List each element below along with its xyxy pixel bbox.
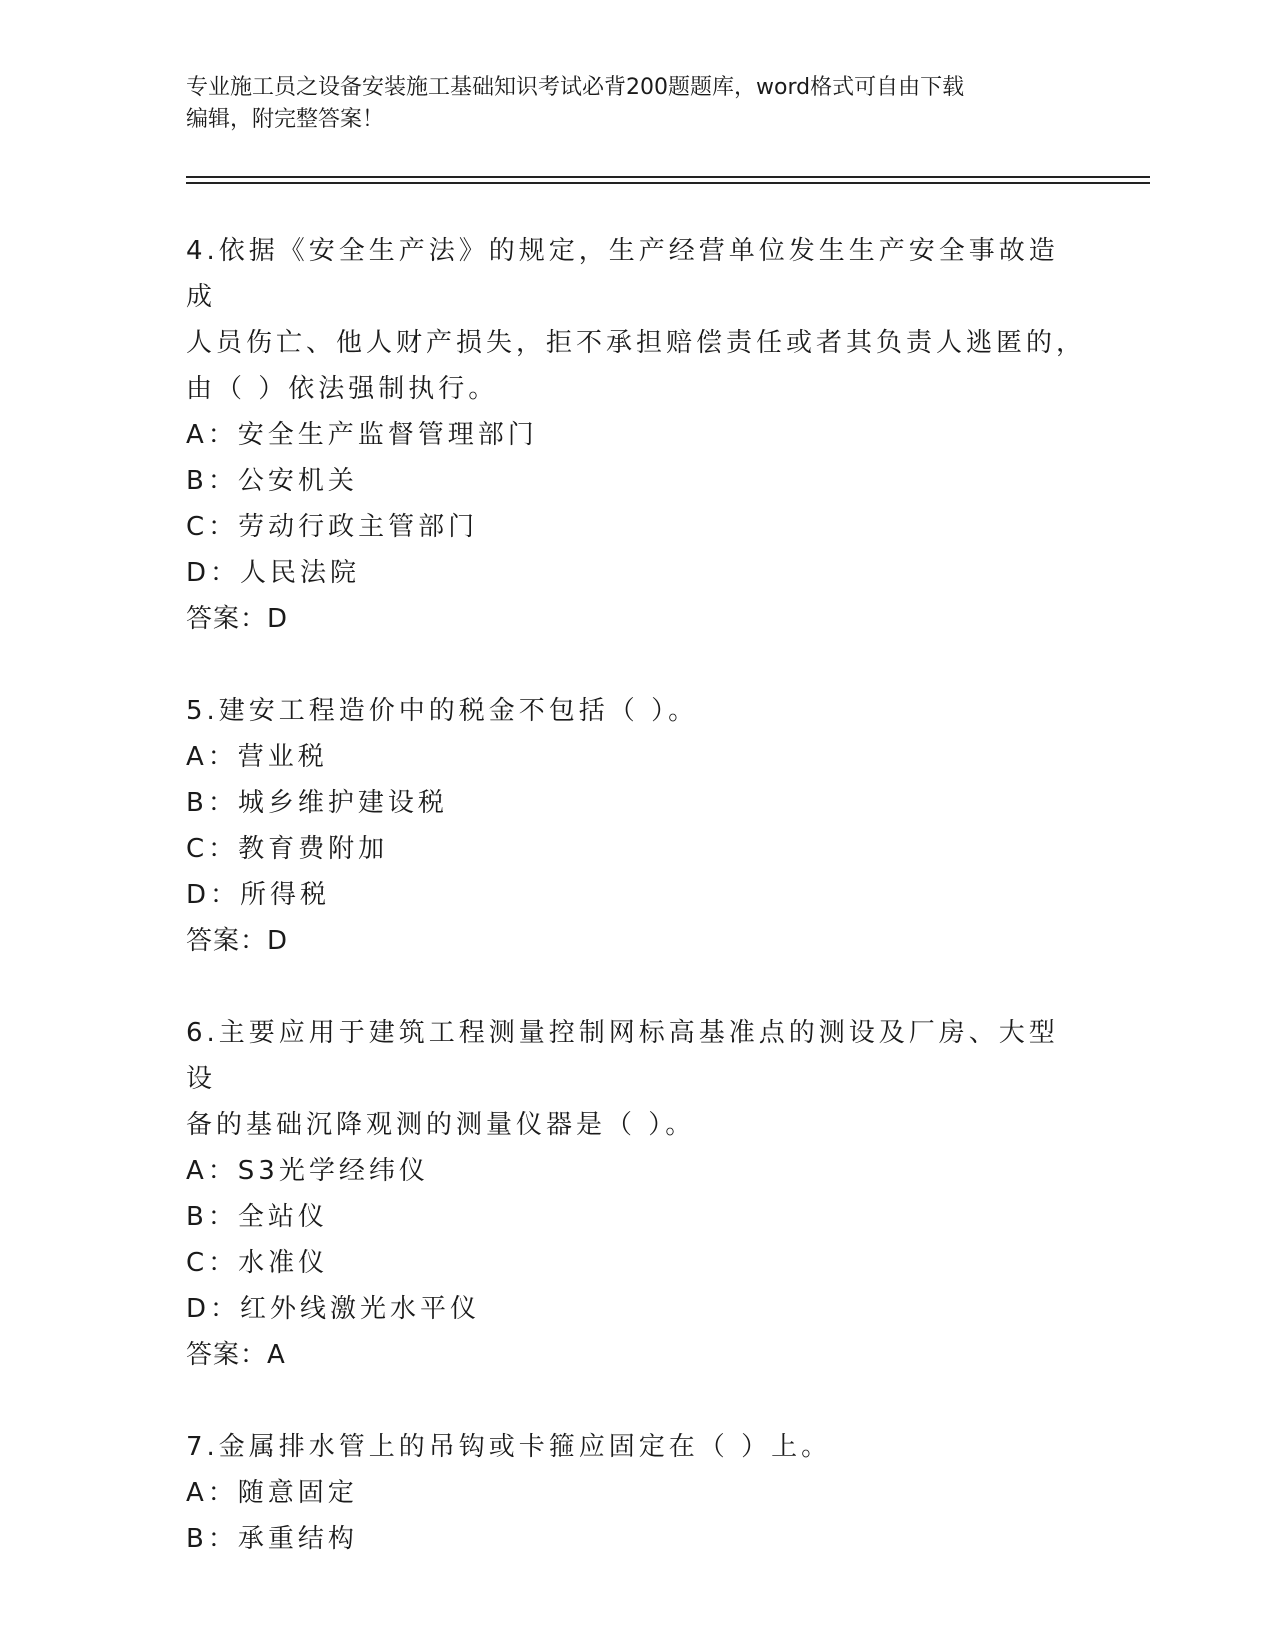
option-b: B：城乡维护建设税 — [186, 788, 448, 818]
question-text-line: 人员伤亡、他人财产损失，拒不承担赔偿责任或者其负责人逃匿的， — [186, 328, 1087, 358]
answer: 答案：D — [186, 604, 289, 634]
header-divider-top — [186, 176, 1150, 178]
question-list — [186, 228, 1086, 1608]
question-5 — [186, 688, 1086, 964]
option-a: A：随意固定 — [186, 1478, 358, 1508]
question-text-line: 备的基础沉降观测的测量仪器是（ ）。 — [186, 1110, 696, 1140]
answer: 答案：A — [186, 1340, 286, 1370]
question-text-line: 7.金属排水管上的吊钩或卡箍应固定在（ ）上。 — [186, 1432, 832, 1462]
document-header — [186, 72, 1086, 136]
question-text-line: 6.主要应用于建筑工程测量控制网标高基准点的测设及厂房、大型设 — [186, 1018, 1059, 1094]
option-d: D：人民法院 — [186, 558, 361, 588]
question-7 — [186, 1424, 1086, 1562]
option-b: B：全站仪 — [186, 1202, 328, 1232]
question-text-line: 由（ ）依法强制执行。 — [186, 374, 499, 404]
header-line-1: 专业施工员之设备安装施工基础知识考试必背200题题库，word格式可自由下载 — [186, 75, 965, 100]
option-d: D：所得税 — [186, 880, 331, 910]
option-c: C：劳动行政主管部门 — [186, 512, 479, 542]
question-6 — [186, 1010, 1086, 1378]
question-4 — [186, 228, 1086, 642]
option-b: B：承重结构 — [186, 1524, 358, 1554]
header-divider-bottom — [186, 182, 1150, 184]
answer: 答案：D — [186, 926, 289, 956]
option-a: A：安全生产监督管理部门 — [186, 420, 538, 450]
header-line-2: 编辑，附完整答案！ — [186, 107, 385, 132]
option-b: B：公安机关 — [186, 466, 358, 496]
option-c: C：教育费附加 — [186, 834, 389, 864]
option-c: C：水准仪 — [186, 1248, 329, 1278]
option-a: A：营业税 — [186, 742, 328, 772]
option-a: A：S3光学经纬仪 — [186, 1156, 429, 1186]
question-text-line: 4.依据《安全生产法》的规定，生产经营单位发生生产安全事故造成 — [186, 236, 1059, 312]
question-text-line: 5.建安工程造价中的税金不包括（ ）。 — [186, 696, 699, 726]
option-d: D：红外线激光水平仪 — [186, 1294, 481, 1324]
